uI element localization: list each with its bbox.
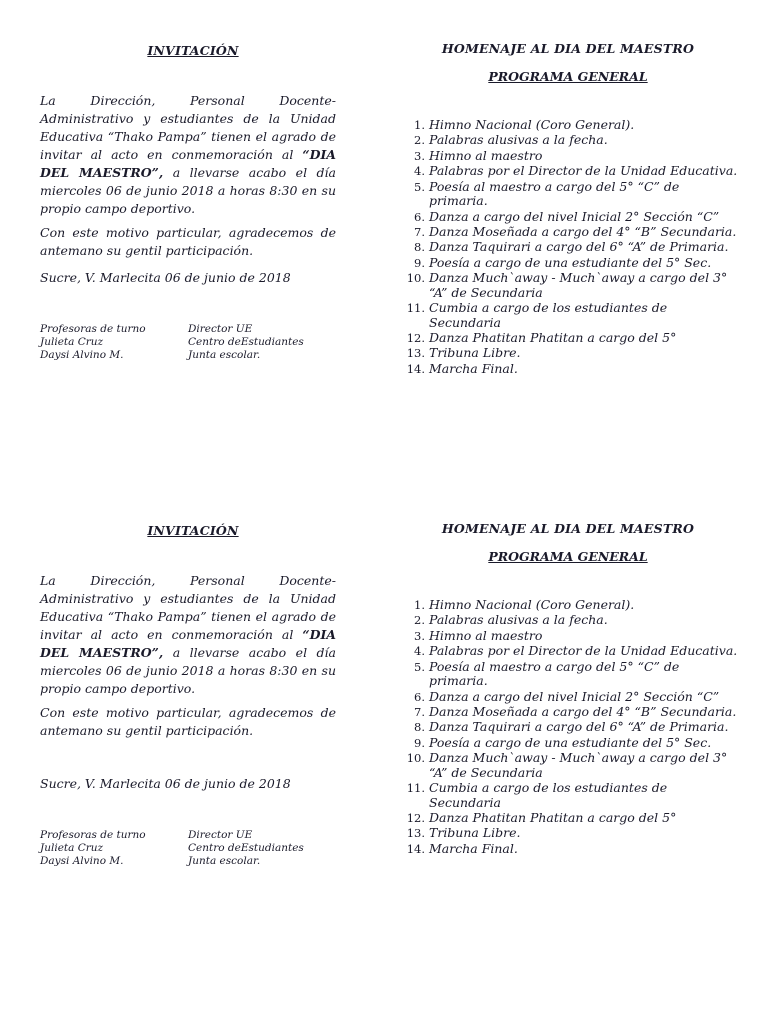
program-item: [398, 736, 738, 751]
event-name: “DIA DEL MAESTRO”,: [40, 627, 336, 660]
program-item-number: 5.: [414, 659, 425, 674]
program-item: [398, 180, 738, 209]
program-item-text: Danza Moseñada a cargo del 4° “B” Secundaria.: [429, 223, 737, 239]
program-item: [398, 644, 738, 659]
program-list: [398, 118, 738, 376]
program-item: [398, 720, 738, 735]
program-item: [398, 164, 738, 179]
program-item-number: 14.: [406, 841, 425, 856]
program-item: [398, 331, 738, 346]
invitation-section: [40, 0, 336, 362]
program-item-number: 6.: [414, 209, 425, 224]
program-item-number: 2.: [414, 133, 425, 148]
program-item-text: Cumbia a cargo de los estudiantes de Secundaria: [429, 780, 668, 810]
invitation-title: INVITACIÓN: [147, 43, 239, 58]
program-item: [398, 301, 738, 330]
program-item-number: 3.: [414, 628, 425, 643]
program-item-text: Tribuna Libre.: [429, 825, 521, 841]
program-item: [398, 240, 738, 255]
program-item-text: Danza Phatitan Phatitan a cargo del 5°: [429, 330, 677, 346]
program-item-number: 10.: [406, 271, 425, 286]
invitation-copy-2: [0, 480, 768, 960]
signatures: [40, 829, 336, 868]
event-name: “DIA DEL MAESTRO”,: [40, 147, 336, 180]
program-item-number: 11.: [406, 301, 425, 316]
signature-column-left: Profesoras de turno Julieta Cruz Daysi Alvino M.: [40, 323, 146, 361]
program-subtitle: PROGRAMA GENERAL: [488, 549, 648, 564]
invitation-paragraph-2: Con este motivo particular, agradecemos de antemano su gentil participación.: [40, 225, 336, 258]
program-item-number: 6.: [414, 689, 425, 704]
signature-column-left: Profesoras de turno Julieta Cruz Daysi Alvino M.: [40, 829, 146, 867]
program-item-text: Palabras por el Director de la Unidad Educativa.: [429, 163, 738, 179]
invitation-title: INVITACIÓN: [147, 523, 239, 538]
program-item-text: Palabras alusivas a la fecha.: [429, 612, 608, 628]
invitation-paragraph-1: La Dirección, Personal Docente-Administrativo y estudiantes de la Unidad Educativa “Thako Pampa” tienen el agrado de invitar al acto en conmemoración al “DIA DEL MAESTRO”, a llevarse acabo el día miercoles 06 de junio 2018 a horas 8:30 en su propio campo deportivo.: [40, 93, 336, 216]
program-item-text: Cumbia a cargo de los estudiantes de Secundaria: [429, 300, 668, 330]
program-item: [398, 225, 738, 240]
program-item-text: Poesía a cargo de una estudiante del 5° Sec.: [429, 734, 712, 750]
program-item-text: Marcha Final.: [429, 360, 518, 376]
program-item-number: 7.: [414, 224, 425, 239]
program-item-text: Danza a cargo del nivel Inicial 2° Sección “C”: [429, 688, 720, 704]
invitation-copy-1: [0, 0, 768, 480]
program-item: [398, 149, 738, 164]
program-item: [398, 118, 738, 133]
signature-column-right: Director UE Centro deEstudiantes Junta escolar.: [188, 829, 304, 867]
program-item: [398, 842, 738, 857]
program-item-text: Danza Much`away - Much`away a cargo del 3° “A” de Secundaria: [429, 270, 728, 300]
program-item-text: Poesía al maestro a cargo del 5° “C” de primaria.: [429, 658, 680, 689]
program-list: [398, 598, 738, 856]
program-item-text: Danza Much`away - Much`away a cargo del 3° “A” de Secundaria: [429, 750, 728, 780]
place-date: Sucre, V. Marlecita 06 de junio de 2018: [40, 270, 291, 285]
program-item: [398, 210, 738, 225]
signatures: [40, 323, 336, 362]
program-section: [398, 0, 738, 377]
program-item-text: Danza a cargo del nivel Inicial 2° Sección “C”: [429, 208, 720, 224]
invitation-section: [40, 480, 336, 868]
program-item-text: Marcha Final.: [429, 840, 518, 856]
program-item-text: Danza Taquirari a cargo del 6° “A” de Primaria.: [429, 719, 729, 735]
program-item: [398, 256, 738, 271]
program-item: [398, 781, 738, 810]
program-item: [398, 751, 738, 780]
program-item-number: 8.: [414, 720, 425, 735]
program-item-number: 4.: [414, 164, 425, 179]
program-item-number: 8.: [414, 240, 425, 255]
place-date: Sucre, V. Marlecita 06 de junio de 2018: [40, 776, 291, 791]
program-item-text: Danza Taquirari a cargo del 6° “A” de Primaria.: [429, 239, 729, 255]
program-item-number: 12.: [406, 811, 425, 826]
program-item-text: Danza Phatitan Phatitan a cargo del 5°: [429, 810, 677, 826]
program-item-number: 1.: [414, 598, 425, 612]
program-title: HOMENAJE AL DIA DEL MAESTRO: [441, 41, 695, 56]
invitation-paragraph-2: Con este motivo particular, agradecemos de antemano su gentil participación.: [40, 705, 336, 738]
program-item-number: 7.: [414, 704, 425, 719]
program-item-text: Himno Nacional (Coro General).: [429, 597, 635, 612]
program-item-number: 11.: [406, 781, 425, 796]
program-item: [398, 629, 738, 644]
program-item: [398, 346, 738, 361]
program-item-text: Danza Moseñada a cargo del 4° “B” Secundaria.: [429, 703, 737, 719]
invitation-paragraph-1: La Dirección, Personal Docente-Administrativo y estudiantes de la Unidad Educativa “Thako Pampa” tienen el agrado de invitar al acto en conmemoración al “DIA DEL MAESTRO”, a llevarse acabo el día miercoles 06 de junio 2018 a horas 8:30 en su propio campo deportivo.: [40, 573, 336, 696]
program-item-text: Poesía al maestro a cargo del 5° “C” de primaria.: [429, 178, 680, 209]
program-item-number: 12.: [406, 331, 425, 346]
program-item: [398, 660, 738, 689]
program-item-text: Himno Nacional (Coro General).: [429, 117, 635, 132]
program-item: [398, 811, 738, 826]
program-item: [398, 690, 738, 705]
program-item-number: 4.: [414, 644, 425, 659]
program-subtitle: PROGRAMA GENERAL: [488, 69, 648, 84]
program-item: [398, 271, 738, 300]
program-item-number: 10.: [406, 751, 425, 766]
signature-column-right: Director UE Centro deEstudiantes Junta escolar.: [188, 323, 304, 361]
program-section: [398, 480, 738, 857]
program-item: [398, 826, 738, 841]
program-item: [398, 362, 738, 377]
program-item-number: 9.: [414, 255, 425, 270]
program-item-number: 14.: [406, 361, 425, 376]
program-item-number: 13.: [406, 826, 425, 841]
program-item: [398, 613, 738, 628]
program-title: HOMENAJE AL DIA DEL MAESTRO: [441, 521, 695, 536]
program-item-number: 5.: [414, 179, 425, 194]
program-item-text: Himno al maestro: [429, 147, 543, 163]
program-item-number: 13.: [406, 346, 425, 361]
program-item-number: 1.: [414, 118, 425, 132]
program-item-text: Palabras alusivas a la fecha.: [429, 132, 608, 148]
program-item-text: Himno al maestro: [429, 627, 543, 643]
program-item-number: 2.: [414, 613, 425, 628]
program-item-number: 9.: [414, 735, 425, 750]
program-item-text: Palabras por el Director de la Unidad Educativa.: [429, 643, 738, 659]
program-item-number: 3.: [414, 148, 425, 163]
program-item: [398, 133, 738, 148]
program-item-text: Tribuna Libre.: [429, 345, 521, 361]
program-item: [398, 705, 738, 720]
program-item-text: Poesía a cargo de una estudiante del 5° Sec.: [429, 254, 712, 270]
program-item: [398, 598, 738, 613]
